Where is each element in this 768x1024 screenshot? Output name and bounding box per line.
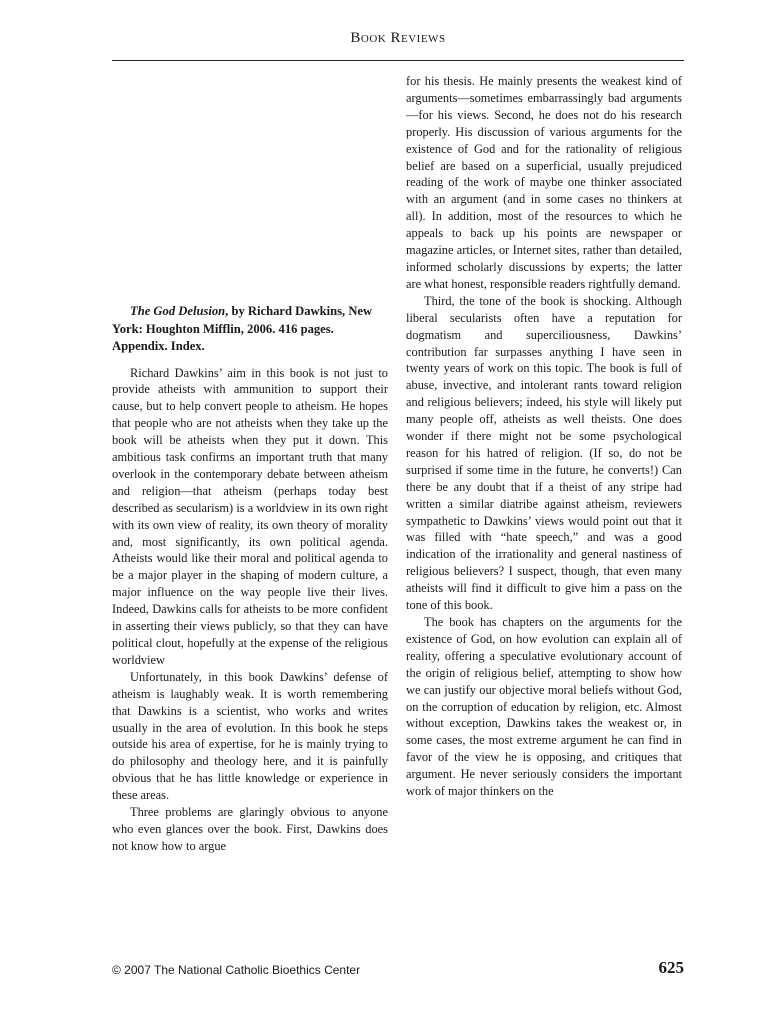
review-heading — [112, 303, 388, 356]
paragraph: Three problems are glaringly obvious to anyone who even glances over the book. First, Dawkins does not know how to argue — [112, 805, 388, 853]
book-title: The God Delusion — [130, 304, 226, 318]
paragraph-continuation: for his thesis. He mainly presents the weakest kind of arguments—sometimes embarrassingly bad arguments—for his views. Second, he does not do his research properly. His discussion of various arguments for the existence of God and for the rationality of religious belief are based on a superficial, usually prejudiced reading of the work of maybe one thinker associated with an argument (and in some cases no thinkers at all). In addition, most of the resources to which he appeals to back up his points are newspaper or magazine articles, or Internet sites, rather than detailed, informed scholarly discussions by experts; the latter are what honest, responsible readers rightfully demand. — [406, 74, 682, 291]
copyright-notice: © 2007 The National Catholic Bioethics Center — [112, 963, 361, 977]
paragraph: Third, the tone of the book is shocking. Although liberal secularists often have a reputation for dogmatism and superciliousness, Dawkins’ contribution far surpasses anything I have seen in twenty years of work on this topic. The book is full of abuse, invective, and intolerant rants toward religion and religious believers; indeed, his style will likely put many people off, atheists as well theists. One does wonder if there might not be some psychological reason for his hatred of religion. (If so, do not be surprised if some time in the future, he converts!) Can there be any doubt that if a theist of any stripe had written a similar diatribe against atheism, reviewers sympathetic to Dawkins’ views would point out that it was filled with “hate speech,” and was a good indication of the irrationality and general nastiness of religious believers? I suspect, though, that even many atheists will find it difficult to give him a pass on the tone of this book. — [406, 293, 682, 613]
book-byline: , by Richard Dawkins, New York: Houghton Mifflin, 2006. 416 pages. Appendix. Index. — [112, 304, 373, 353]
paragraph: The book has chapters on the arguments for the existence of God, on how evolution can explain all of reality, offering a speculative evolutionary account of the origin of religious belief, attempting to show how we can justify our objective moral beliefs without God, on the corruption of education by religion, etc. Almost without exception, Dawkins takes the weakest or, in some cases, the most extreme argument he can find in favor of the view he is opposing, and critiques that argument. He never seriously considers the important work of major thinkers on the — [406, 615, 682, 799]
left-column — [112, 303, 388, 855]
right-column — [406, 73, 682, 800]
running-head: Book Reviews — [350, 30, 446, 46]
paragraph: Unfortunately, in this book Dawkins’ defense of atheism is laughably weak. It is worth remembering that Dawkins is a scientist, who works and writes usually in the area of evolution. In this book he steps outside his area of expertise, for he is mainly trying to do philosophy and theology here, and it is painfully obvious that he has little knowledge or experience in these areas. — [112, 669, 388, 803]
paragraph: Richard Dawkins’ aim in this book is not just to provide atheists with ammunition to support their cause, but to help convert people to atheism. He hopes that people who are not atheists when they take up the book will be atheists when they put it down. This ambitious task confirms an important truth that many overlook in the contemporary debate between atheism and religion—that atheism (perhaps today best described as secularism) is a worldview in its own right with its own view of reality, its own theory of morality and, most significantly, its own political agenda. Atheists would like their moral and political agenda to be a major player in the shaping of modern culture, a major influence on the way people live their lives. Indeed, Dawkins calls for atheists to be more confident in asserting their views publicly, so that they can have political clout, hopefully at the expense of the religious worldview — [112, 365, 388, 667]
page-number: 625 — [658, 958, 684, 977]
header-rule — [112, 60, 684, 61]
